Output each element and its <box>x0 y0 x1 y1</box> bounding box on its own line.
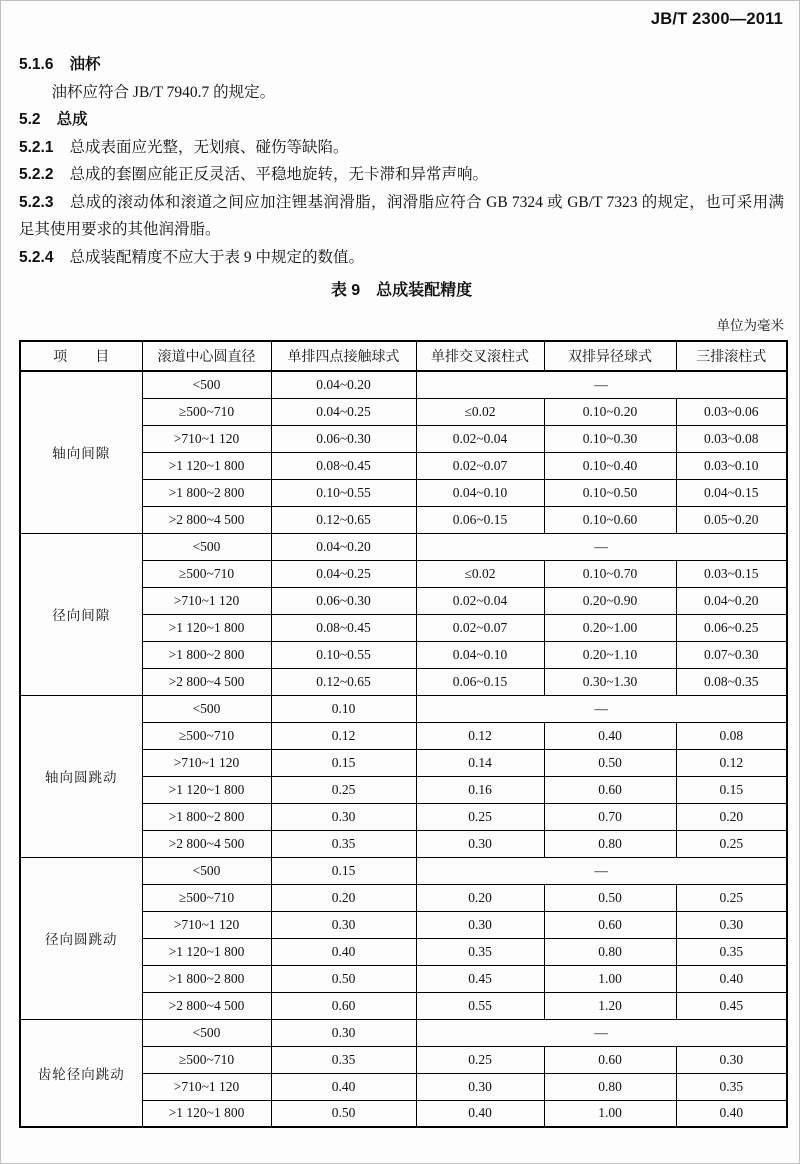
table-caption: 表 9 总成装配精度 <box>330 282 473 299</box>
value-cell: 0.15 <box>271 749 416 776</box>
value-cell: 0.10~0.50 <box>544 479 676 506</box>
document-content <box>1 1 799 1128</box>
clause-text: 总成的套圈应能正反灵活、平稳地旋转，无卡滞和异常声响。 <box>69 166 488 183</box>
value-cell: 0.06~0.15 <box>416 506 544 533</box>
value-cell: 0.06~0.15 <box>416 668 544 695</box>
value-cell: 0.04~0.20 <box>676 587 787 614</box>
clause-number: 5.1.6 <box>19 56 54 73</box>
value-cell: 0.25 <box>416 803 544 830</box>
diameter-range-cell: <500 <box>142 1019 271 1046</box>
section-title: 总成 <box>56 111 88 128</box>
row-group-label: 径向间隙 <box>20 533 142 695</box>
row-group-label: 齿轮径向跳动 <box>20 1019 142 1127</box>
value-cell: 0.35 <box>676 1073 787 1100</box>
diameter-range-cell: >2 800~4 500 <box>142 992 271 1019</box>
value-cell: 0.02~0.04 <box>416 587 544 614</box>
value-cell: 0.03~0.10 <box>676 452 787 479</box>
value-cell: 0.50 <box>544 749 676 776</box>
diameter-range-cell: >710~1 120 <box>142 911 271 938</box>
value-cell: 0.10~0.60 <box>544 506 676 533</box>
diameter-range-cell: <500 <box>142 371 271 398</box>
unit-note: 单位为毫米 <box>716 318 784 333</box>
value-cell: 0.80 <box>544 830 676 857</box>
value-cell: 0.20~0.90 <box>544 587 676 614</box>
value-cell: 0.30 <box>271 803 416 830</box>
value-cell: 0.30 <box>271 1019 416 1046</box>
diameter-range-cell: >2 800~4 500 <box>142 506 271 533</box>
value-cell: 0.40 <box>676 1100 787 1127</box>
value-cell: 0.10~0.55 <box>271 479 416 506</box>
clause-number: 5.2.3 <box>19 193 54 211</box>
clause-5-2-1 <box>19 134 784 162</box>
value-cell: 0.07~0.30 <box>676 641 787 668</box>
column-header-single-row-crossed-roller: 单排交叉滚柱式 <box>416 341 544 371</box>
diameter-range-cell: >710~1 120 <box>142 1073 271 1100</box>
value-cell: 0.30 <box>271 911 416 938</box>
clause-5-2-4 <box>19 244 784 272</box>
value-cell: 0.05~0.20 <box>676 506 787 533</box>
value-cell: 0.35 <box>676 938 787 965</box>
diameter-range-cell: ≥500~710 <box>142 884 271 911</box>
value-cell: 0.20~1.00 <box>544 614 676 641</box>
value-cell: 0.20~1.10 <box>544 641 676 668</box>
value-cell: 0.08 <box>676 722 787 749</box>
value-cell: 0.10~0.70 <box>544 560 676 587</box>
clause-number: 5.2.1 <box>19 138 54 156</box>
table-row <box>20 371 787 398</box>
assembly-precision-table <box>19 340 788 1128</box>
clause-5-2-2 <box>19 161 784 189</box>
diameter-range-cell: >1 120~1 800 <box>142 938 271 965</box>
clause-number: 5.2 <box>19 111 41 128</box>
diameter-range-cell: >710~1 120 <box>142 749 271 776</box>
clause-text: 总成的滚动体和滚道之间应加注锂基润滑脂，润滑脂应符合 GB 7324 或 GB/T 7323 的规定，也可采用满足其使用要求的其他润滑脂。 <box>19 193 784 238</box>
value-cell: 0.40 <box>676 965 787 992</box>
value-cell: 0.35 <box>271 830 416 857</box>
value-cell: 0.06~0.30 <box>271 425 416 452</box>
value-cell: 0.70 <box>544 803 676 830</box>
value-cell: 0.35 <box>271 1046 416 1073</box>
value-cell: 0.60 <box>271 992 416 1019</box>
row-group-label: 径向圆跳动 <box>20 857 142 1019</box>
value-cell: 0.10~0.40 <box>544 452 676 479</box>
value-cell: 0.10~0.55 <box>271 641 416 668</box>
diameter-range-cell: >1 120~1 800 <box>142 776 271 803</box>
value-cell: 0.10 <box>271 695 416 722</box>
value-cell: 0.12~0.65 <box>271 506 416 533</box>
value-cell: 0.04~0.25 <box>271 398 416 425</box>
section-heading-5-1-6 <box>19 51 784 79</box>
value-cell: 0.08~0.45 <box>271 614 416 641</box>
row-group-label: 轴向圆跳动 <box>20 695 142 857</box>
value-cell: 0.80 <box>544 1073 676 1100</box>
value-cell: 0.25 <box>416 1046 544 1073</box>
value-cell: 0.40 <box>544 722 676 749</box>
diameter-range-cell: <500 <box>142 533 271 560</box>
clause-number: 5.2.2 <box>19 166 54 183</box>
value-cell: 0.06~0.25 <box>676 614 787 641</box>
value-cell: ≤0.02 <box>416 560 544 587</box>
value-cell: 0.50 <box>271 1100 416 1127</box>
value-cell: 0.20 <box>676 803 787 830</box>
value-cell: 0.20 <box>271 884 416 911</box>
column-header-triple-row-roller: 三排滚柱式 <box>676 341 787 371</box>
value-cell: 0.40 <box>271 1073 416 1100</box>
not-applicable-cell: — <box>416 371 787 398</box>
clause-text: 总成装配精度不应大于表 9 中规定的数值。 <box>69 248 364 266</box>
value-cell: 0.08~0.35 <box>676 668 787 695</box>
value-cell: 0.03~0.15 <box>676 560 787 587</box>
value-cell: 0.30 <box>416 911 544 938</box>
doc-number: JB/T 2300—2011 <box>650 10 783 28</box>
value-cell: 1.00 <box>544 965 676 992</box>
value-cell: 0.04~0.20 <box>271 533 416 560</box>
column-header-raceway-diameter: 滚道中心圆直径 <box>142 341 271 371</box>
value-cell: 0.10~0.30 <box>544 425 676 452</box>
value-cell: 0.02~0.04 <box>416 425 544 452</box>
table-row <box>20 533 787 560</box>
diameter-range-cell: ≥500~710 <box>142 1046 271 1073</box>
diameter-range-cell: >1 800~2 800 <box>142 479 271 506</box>
diameter-range-cell: >1 120~1 800 <box>142 1100 271 1127</box>
value-cell: 0.30 <box>416 830 544 857</box>
diameter-range-cell: >710~1 120 <box>142 425 271 452</box>
value-cell: 0.20 <box>416 884 544 911</box>
diameter-range-cell: >2 800~4 500 <box>142 668 271 695</box>
value-cell: 0.40 <box>271 938 416 965</box>
value-cell: 0.45 <box>416 965 544 992</box>
table-row <box>20 1019 787 1046</box>
value-cell: 0.45 <box>676 992 787 1019</box>
diameter-range-cell: <500 <box>142 857 271 884</box>
value-cell: 0.04~0.15 <box>676 479 787 506</box>
diameter-range-cell: >1 120~1 800 <box>142 614 271 641</box>
paragraph-oil-cup: 油杯应符合 JB/T 7940.7 的规定。 <box>51 83 276 101</box>
diameter-range-cell: <500 <box>142 695 271 722</box>
table-row <box>20 695 787 722</box>
value-cell: 0.25 <box>676 884 787 911</box>
diameter-range-cell: >1 800~2 800 <box>142 641 271 668</box>
value-cell: 0.30~1.30 <box>544 668 676 695</box>
diameter-range-cell: >1 800~2 800 <box>142 803 271 830</box>
value-cell: 0.40 <box>416 1100 544 1127</box>
section-title: 油杯 <box>69 56 101 73</box>
value-cell: 0.03~0.08 <box>676 425 787 452</box>
table-row <box>20 857 787 884</box>
value-cell: 0.16 <box>416 776 544 803</box>
section-heading-5-2 <box>19 106 784 134</box>
value-cell: 0.60 <box>544 911 676 938</box>
table-header-row <box>20 341 787 371</box>
column-header-single-row-four-point-ball: 单排四点接触球式 <box>271 341 416 371</box>
diameter-range-cell: >710~1 120 <box>142 587 271 614</box>
value-cell: 1.00 <box>544 1100 676 1127</box>
row-group-label: 轴向间隙 <box>20 371 142 533</box>
clause-text: 总成表面应光整，无划痕、碰伤等缺陷。 <box>69 138 349 156</box>
not-applicable-cell: — <box>416 1019 787 1046</box>
value-cell: 0.50 <box>544 884 676 911</box>
column-header-double-row-different-diameter-ball: 双排异径球式 <box>544 341 676 371</box>
clause-number: 5.2.4 <box>19 248 54 266</box>
value-cell: 0.08~0.45 <box>271 452 416 479</box>
diameter-range-cell: >1 800~2 800 <box>142 965 271 992</box>
value-cell: 1.20 <box>544 992 676 1019</box>
value-cell: 0.02~0.07 <box>416 452 544 479</box>
column-header-item: 项 目 <box>20 341 142 371</box>
value-cell: 0.60 <box>544 1046 676 1073</box>
value-cell: 0.80 <box>544 938 676 965</box>
value-cell: 0.30 <box>676 1046 787 1073</box>
diameter-range-cell: >2 800~4 500 <box>142 830 271 857</box>
value-cell: 0.35 <box>416 938 544 965</box>
value-cell: 0.04~0.10 <box>416 479 544 506</box>
value-cell: 0.25 <box>676 830 787 857</box>
not-applicable-cell: — <box>416 533 787 560</box>
value-cell: 0.12 <box>271 722 416 749</box>
value-cell: 0.25 <box>271 776 416 803</box>
not-applicable-cell: — <box>416 695 787 722</box>
value-cell: ≤0.02 <box>416 398 544 425</box>
value-cell: 0.12~0.65 <box>271 668 416 695</box>
value-cell: 0.55 <box>416 992 544 1019</box>
value-cell: 0.60 <box>544 776 676 803</box>
value-cell: 0.12 <box>416 722 544 749</box>
value-cell: 0.15 <box>676 776 787 803</box>
value-cell: 0.30 <box>416 1073 544 1100</box>
clause-5-2-3 <box>19 189 784 244</box>
diameter-range-cell: ≥500~710 <box>142 398 271 425</box>
value-cell: 0.04~0.10 <box>416 641 544 668</box>
value-cell: 0.06~0.30 <box>271 587 416 614</box>
diameter-range-cell: ≥500~710 <box>142 560 271 587</box>
value-cell: 0.30 <box>676 911 787 938</box>
value-cell: 0.04~0.20 <box>271 371 416 398</box>
value-cell: 0.10~0.20 <box>544 398 676 425</box>
diameter-range-cell: >1 120~1 800 <box>142 452 271 479</box>
value-cell: 0.50 <box>271 965 416 992</box>
diameter-range-cell: ≥500~710 <box>142 722 271 749</box>
value-cell: 0.15 <box>271 857 416 884</box>
value-cell: 0.03~0.06 <box>676 398 787 425</box>
not-applicable-cell: — <box>416 857 787 884</box>
value-cell: 0.02~0.07 <box>416 614 544 641</box>
value-cell: 0.04~0.25 <box>271 560 416 587</box>
value-cell: 0.14 <box>416 749 544 776</box>
value-cell: 0.12 <box>676 749 787 776</box>
